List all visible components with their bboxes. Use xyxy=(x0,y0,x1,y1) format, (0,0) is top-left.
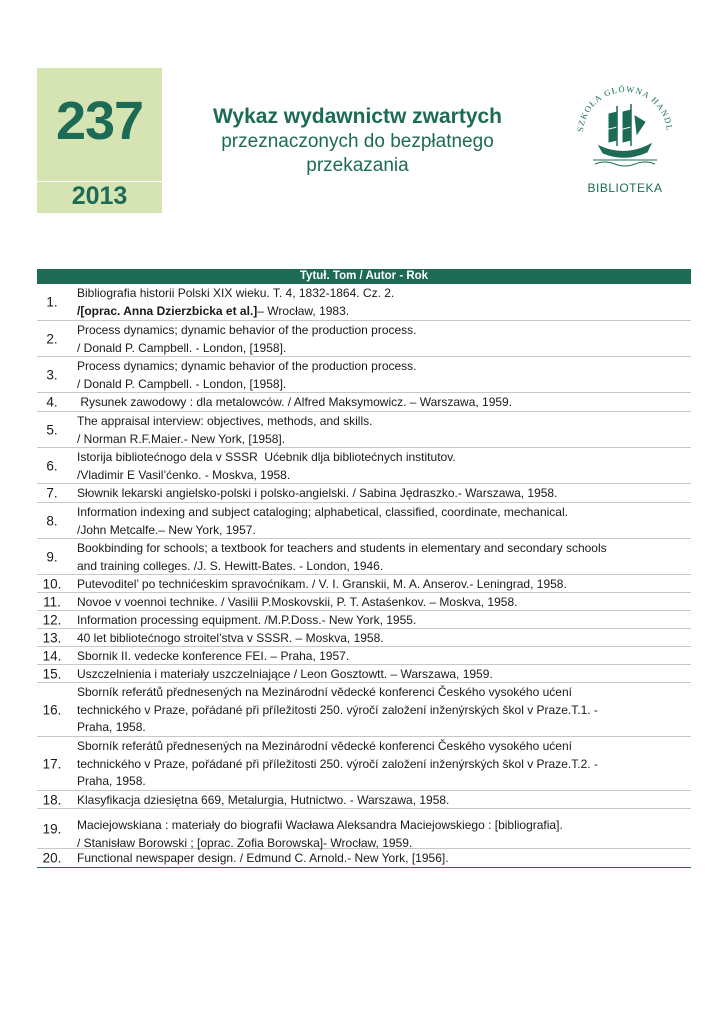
entry-line: 40 let bibliotećnogo stroitel’stva v SSSR. – Moskva, 1958. xyxy=(77,631,384,645)
ship-seal-icon xyxy=(565,78,685,178)
row-number: 5. xyxy=(46,422,58,437)
entry-line: / Stanisław Borowski ; [oprac. Zofia Borowska]- Wrocław, 1959. xyxy=(77,835,413,850)
row-number: 1. xyxy=(46,294,58,310)
row-number: 13. xyxy=(42,630,62,645)
table-row xyxy=(37,809,691,849)
row-entry xyxy=(77,484,691,503)
table-bottom-rule xyxy=(37,867,691,868)
row-entry xyxy=(77,683,691,737)
row-entry xyxy=(77,593,691,612)
table-row xyxy=(37,284,691,321)
row-entry xyxy=(77,737,691,791)
entry-line: / Norman R.F.Maier.- New York, [1958]. xyxy=(77,431,286,446)
row-number: 8. xyxy=(46,513,58,528)
table-row xyxy=(37,791,691,809)
row-entry xyxy=(77,611,691,630)
entry-line: Bibliografia historii Polski XIX wieku. T. 4, 1832-1864. Cz. 2. xyxy=(77,286,395,300)
table-row xyxy=(37,647,691,665)
entry-line: Sbornik II. vedecke konference FEI. – Praha, 1957. xyxy=(77,649,350,663)
entry-line: / Donald P. Campbell. - London, [1958]. xyxy=(77,340,287,355)
row-entry xyxy=(77,412,691,448)
row-entry xyxy=(77,575,691,594)
row-number: 10. xyxy=(42,576,62,591)
books-table xyxy=(37,284,691,868)
row-entry xyxy=(77,629,691,648)
table-row xyxy=(37,484,691,503)
entry-editor: /[oprac. Anna Dzierzbicka et al.] xyxy=(77,303,258,318)
row-number: 17. xyxy=(42,756,62,771)
entry-line: Praha, 1958. xyxy=(77,774,146,788)
library-logo xyxy=(565,78,685,213)
table-row xyxy=(37,448,691,484)
title-line-2: przeznaczonych do bezpłatnego xyxy=(221,131,494,152)
row-number: 9. xyxy=(46,549,58,564)
row-entry xyxy=(77,321,691,357)
row-entry xyxy=(77,357,691,393)
row-entry xyxy=(77,503,691,539)
row-number: 6. xyxy=(46,458,58,473)
svg-text:SZKOŁA GŁÓWNA HANDLOWA W WARSZ xyxy=(565,78,675,132)
row-number: 4. xyxy=(46,394,58,410)
entry-line: technického v Praze, pořádané při příležitosti 250. výročí založení inženýrských škol v Praze.T.2. - xyxy=(77,756,598,771)
entry-line: technického v Praze, pořádané při příležitosti 250. výročí založení inženýrských škol v Praze.T.1. - xyxy=(77,702,598,717)
row-number: 2. xyxy=(46,331,58,346)
table-row xyxy=(37,665,691,683)
entry-line: Process dynamics; dynamic behavior of the production process. xyxy=(77,359,417,373)
row-number: 3. xyxy=(46,367,58,382)
table-row xyxy=(37,357,691,393)
row-entry xyxy=(77,647,691,666)
entry-line: Sborník referátů přednesených na Mezinárodní vědecké konferenci Českého vysokého ućení xyxy=(77,739,572,753)
row-number: 19. xyxy=(42,821,62,836)
table-row xyxy=(37,849,691,868)
row-entry xyxy=(77,791,691,810)
entry-line: Information processing equipment. /M.P.Doss.- New York, 1955. xyxy=(77,613,417,627)
entry-line: /Vladimir E Vasil’ćenko. - Moskva, 1958. xyxy=(77,467,291,482)
table-row xyxy=(37,611,691,629)
entry-line: and training colleges. /J. S. Hewitt-Bates. - London, 1946. xyxy=(77,558,384,573)
row-entry xyxy=(77,813,691,852)
title-line-3: przekazania xyxy=(306,155,409,176)
entry-line: / Donald P. Campbell. - London, [1958]. xyxy=(77,376,287,391)
table-row xyxy=(37,503,691,539)
row-entry xyxy=(77,393,691,412)
row-number: 12. xyxy=(42,612,62,627)
row-entry xyxy=(77,448,691,484)
entry-line: Rysunek zawodowy : dla metalowców. / Alfred Maksymowicz. – Warszawa, 1959. xyxy=(77,395,513,409)
entry-line: Bookbinding for schools; a textbook for teachers and students in elementary and secondary schools xyxy=(77,541,607,555)
row-number: 11. xyxy=(43,594,61,609)
library-label: BIBLIOTEKA xyxy=(587,181,663,195)
catalog-year: 2013 xyxy=(71,182,128,210)
entry-line: Functional newspaper design. / Edmund C. Arnold.- New York, [1956]. xyxy=(77,851,449,865)
row-number: 7. xyxy=(46,485,58,501)
row-entry xyxy=(77,539,691,575)
entry-line: Information indexing and subject cataloging; alphabetical, classified, coordinate, mechanical. xyxy=(77,505,568,519)
table-row xyxy=(37,683,691,737)
table-row xyxy=(37,575,691,593)
row-entry xyxy=(77,284,691,320)
table-header: Tytuł. Tom / Autor - Rok xyxy=(37,269,691,284)
table-row xyxy=(37,393,691,412)
document-title xyxy=(205,104,510,178)
entry-line: Klasyfikacja dziesiętna 669, Metalurgia, Hutnictwo. - Warszawa, 1958. xyxy=(77,793,450,807)
entry-line: Istorija bibliotećnogo dela v SSSR Ućebnik dlja bibliotećnych institutov. xyxy=(77,450,456,464)
row-entry xyxy=(77,665,691,684)
entry-line: Słownik lekarski angielsko-polski i polsko-angielski. / Sabina Jędraszko.- Warszawa, 1958. xyxy=(77,486,558,500)
table-row xyxy=(37,539,691,575)
entry-line: Novoe v voennoi technike. / Vasilii P.Moskovskii, P. T. Astaśenkov. – Moskva, 1958. xyxy=(77,595,518,609)
row-number: 15. xyxy=(42,666,62,681)
entry-line: Process dynamics; dynamic behavior of the production process. xyxy=(77,323,417,337)
table-row xyxy=(37,321,691,357)
row-number: 16. xyxy=(42,702,62,717)
row-number: 20. xyxy=(42,850,62,866)
entry-line: /John Metcalfe.– New York, 1957. xyxy=(77,522,256,537)
entry-line: Praha, 1958. xyxy=(77,720,146,734)
table-row xyxy=(37,629,691,647)
title-line-1: Wykaz wydawnictw zwartych xyxy=(212,105,503,128)
row-entry xyxy=(77,849,691,868)
entry-line: Putevoditel’ po technićeskim spravoćnikam. / V. I. Granskii, M. A. Anserov.- Leningrad, 1958. xyxy=(77,577,567,591)
entry-line: Maciejowskiana : materiały do biografii Wacława Aleksandra Maciejowskiego : [bibliografia]. xyxy=(77,818,563,832)
entry-line xyxy=(77,303,691,321)
table-row xyxy=(37,737,691,791)
table-row xyxy=(37,593,691,611)
row-number: 14. xyxy=(42,648,62,663)
row-number: 18. xyxy=(42,792,62,807)
entry-imprint: – Wrocław, 1983. xyxy=(257,303,350,318)
table-row xyxy=(37,412,691,448)
catalog-number: 237 xyxy=(55,91,144,151)
entry-line: Sborník referátů přednesených na Mezinárodní vědecké konferenci Českého vysokého ućení xyxy=(77,685,572,699)
entry-line: The appraisal interview: objectives, methods, and skills. xyxy=(77,414,373,428)
entry-line: Uszczelnienia i materiały uszczelniające / Leon Gosztowtt. – Warszawa, 1959. xyxy=(77,667,493,681)
seal-arc-text: SZKOŁA GŁÓWNA HANDL xyxy=(574,83,675,133)
